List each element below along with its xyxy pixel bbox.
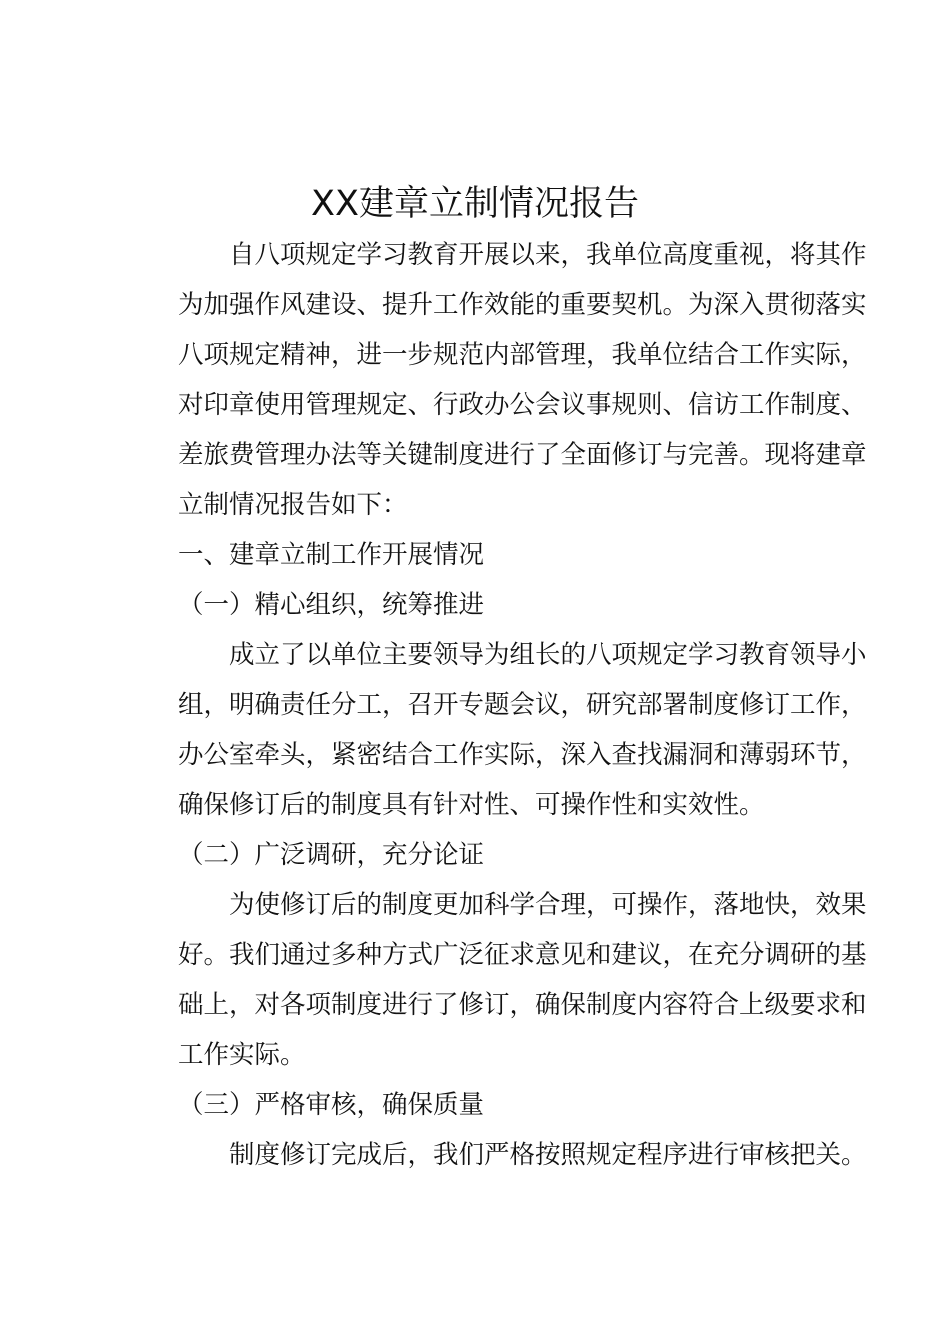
intro-paragraph [127, 230, 867, 530]
subsection-heading: （一）精心组织，统筹推进 [178, 590, 485, 620]
document-title: XX建章立制情况报告 [311, 184, 639, 224]
body-paragraph [127, 630, 867, 830]
subsection-heading: （三）严格审核，确保质量 [178, 1090, 485, 1120]
text-line: 立制情况报告如下： [178, 490, 408, 520]
body-paragraph [127, 880, 867, 1080]
text-line: 为使修订后的制度更加科学合理，可操作，落地快，效果 [229, 890, 867, 920]
text-line: 差旅费管理办法等关键制度进行了全面修订与完善。现将建章 [178, 440, 867, 470]
text-line: 组，明确责任分工，召开专题会议，研究部署制度修订工作， [178, 690, 867, 720]
text-line: 确保修订后的制度具有针对性、可操作性和实效性。 [178, 790, 765, 820]
text-line: 成立了以单位主要领导为组长的八项规定学习教育领导小 [229, 640, 867, 670]
text-line: 八项规定精神，进一步规范内部管理，我单位结合工作实际， [178, 340, 867, 370]
text-line: 制度修订完成后，我们严格按照规定程序进行审核把关。 [229, 1140, 867, 1170]
text-line: 础上，对各项制度进行了修订，确保制度内容符合上级要求和 [178, 990, 867, 1020]
body-paragraph [127, 1130, 867, 1180]
subsection-heading: （二）广泛调研，充分论证 [178, 840, 485, 870]
text-line: 自八项规定学习教育开展以来，我单位高度重视，将其作 [229, 240, 867, 270]
text-line: 办公室牵头，紧密结合工作实际，深入查找漏洞和薄弱环节， [178, 740, 867, 770]
text-line: 对印章使用管理规定、行政办公会议事规则、信访工作制度、 [178, 390, 867, 420]
document-body [127, 230, 867, 1180]
text-line: 为加强作风建设、提升工作效能的重要契机。为深入贯彻落实 [178, 290, 867, 320]
text-line: 好。我们通过多种方式广泛征求意见和建议，在充分调研的基 [178, 940, 867, 970]
text-line: 工作实际。 [178, 1040, 306, 1070]
section-heading: 一、建章立制工作开展情况 [178, 540, 485, 570]
